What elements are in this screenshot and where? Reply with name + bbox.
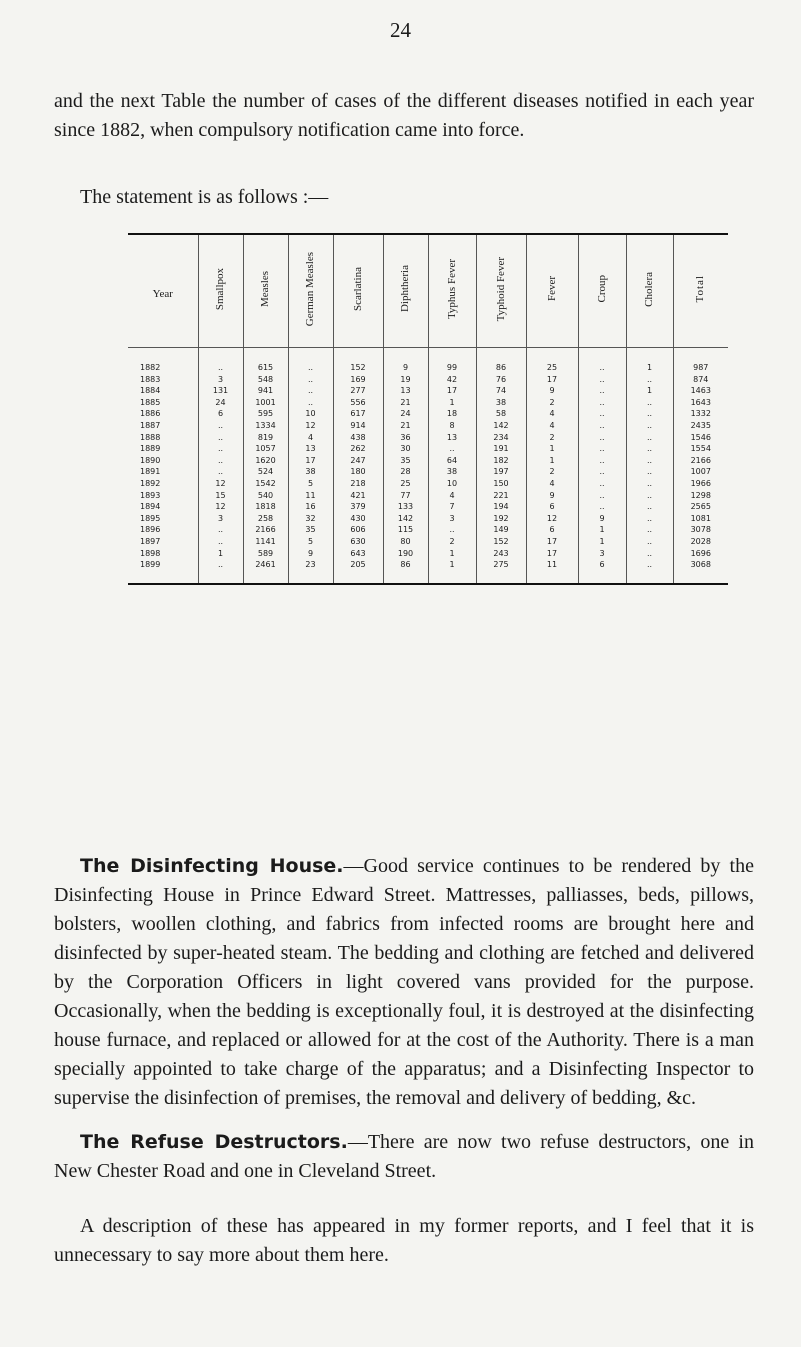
table-cell: 1966	[673, 478, 728, 490]
table-cell: 615	[243, 348, 288, 374]
header-diphtheria: Diphtheria	[383, 235, 428, 348]
table-cell: 2	[526, 466, 578, 478]
table-cell: 617	[333, 408, 383, 420]
table-cell: 17	[428, 385, 476, 397]
table-bottom-rule	[128, 583, 728, 585]
table-cell: 12	[198, 501, 243, 513]
year-cell: 1888	[140, 432, 161, 442]
table-cell: 643	[333, 548, 383, 560]
table-cell: ..	[626, 397, 673, 409]
table-cell: 86	[383, 559, 428, 583]
table-cell: 9	[288, 548, 333, 560]
table-cell: ..	[198, 432, 243, 444]
table-cell: ..	[626, 443, 673, 455]
table-cell: 25	[383, 478, 428, 490]
table-cell: 247	[333, 455, 383, 467]
table-cell: 74	[476, 385, 526, 397]
table-cell: 6	[526, 524, 578, 536]
header-measles: Measles	[243, 235, 288, 348]
refuse-body: —There are now two refuse destructors, one in New Chester Road and one in Cleveland Street.	[54, 1131, 754, 1182]
table-cell: 58	[476, 408, 526, 420]
table-cell: 4	[526, 478, 578, 490]
table-cell: 1332	[673, 408, 728, 420]
table-cell: 32	[288, 513, 333, 525]
table-cell: 12	[198, 478, 243, 490]
table-cell: ..	[578, 466, 626, 478]
table-cell: 25	[526, 348, 578, 374]
table-cell: 42	[428, 374, 476, 386]
table-cell: ..	[288, 385, 333, 397]
table-cell: 6	[526, 501, 578, 513]
table-cell: 2	[526, 397, 578, 409]
table-cell: ..	[626, 548, 673, 560]
table-cell: ..	[626, 536, 673, 548]
table-row	[128, 548, 728, 560]
table-cell: 76	[476, 374, 526, 386]
table-header-row	[128, 235, 728, 348]
table-cell: ..	[578, 420, 626, 432]
table-cell: 1	[428, 397, 476, 409]
table-row	[128, 559, 728, 583]
table-cell: 421	[333, 490, 383, 502]
table-cell: 35	[288, 524, 333, 536]
table-row	[128, 524, 728, 536]
table-cell: 11	[288, 490, 333, 502]
table-cell: 258	[243, 513, 288, 525]
table-cell: 131	[198, 385, 243, 397]
table-cell: ..	[288, 397, 333, 409]
table-cell: ..	[198, 348, 243, 374]
table-cell: 5	[288, 536, 333, 548]
table-cell: 133	[383, 501, 428, 513]
table-cell: ..	[198, 443, 243, 455]
table-row	[128, 420, 728, 432]
table-cell: ..	[428, 524, 476, 536]
year-cell: 1895	[140, 513, 161, 523]
table-cell: ..	[578, 501, 626, 513]
table-row	[128, 536, 728, 548]
table-cell: 2166	[243, 524, 288, 536]
table-cell: 182	[476, 455, 526, 467]
table-cell: ..	[198, 536, 243, 548]
table-cell: 197	[476, 466, 526, 478]
table-cell: 4	[526, 420, 578, 432]
table-cell: 16	[288, 501, 333, 513]
table-cell: 99	[428, 348, 476, 374]
table-row	[128, 397, 728, 409]
table-cell: 9	[578, 513, 626, 525]
header-cholera: Cholera	[626, 235, 673, 348]
table-cell: ..	[198, 466, 243, 478]
header-croup: Croup	[578, 235, 626, 348]
table-cell: 1081	[673, 513, 728, 525]
table-cell: ..	[626, 559, 673, 583]
table-row	[128, 432, 728, 444]
table-cell: 595	[243, 408, 288, 420]
table-cell: ..	[578, 432, 626, 444]
table-cell: 21	[383, 420, 428, 432]
year-cell: 1891	[140, 467, 161, 477]
table-cell: 262	[333, 443, 383, 455]
table-cell: 30	[383, 443, 428, 455]
table-cell: 28	[383, 466, 428, 478]
table-cell: ..	[198, 420, 243, 432]
table-cell: 221	[476, 490, 526, 502]
table-cell: 606	[333, 524, 383, 536]
table-cell: 1057	[243, 443, 288, 455]
table-cell: 234	[476, 432, 526, 444]
table-cell: 3	[578, 548, 626, 560]
table-cell: 5	[288, 478, 333, 490]
table-cell: 275	[476, 559, 526, 583]
table-cell: 13	[428, 432, 476, 444]
table-cell: 589	[243, 548, 288, 560]
year-cell: 1892	[140, 478, 161, 488]
table-cell: 218	[333, 478, 383, 490]
table-cell: 4	[428, 490, 476, 502]
table-cell: 3	[428, 513, 476, 525]
table-cell: 36	[383, 432, 428, 444]
table-row	[128, 385, 728, 397]
table-cell: ..	[626, 524, 673, 536]
table-cell: 1696	[673, 548, 728, 560]
table-cell: 1334	[243, 420, 288, 432]
table-cell: 1	[526, 443, 578, 455]
year-cell: 1894	[140, 502, 161, 512]
table-cell: ..	[578, 374, 626, 386]
table-cell: 17	[288, 455, 333, 467]
table-cell: 13	[288, 443, 333, 455]
table-cell: 169	[333, 374, 383, 386]
table-cell: ..	[626, 420, 673, 432]
table-row	[128, 348, 728, 374]
table-cell: 2166	[673, 455, 728, 467]
intro-paragraph: and the next Table the number of cases of the different diseases notified in each year since 1882, when compulsory notification came into force.	[54, 90, 754, 141]
table-cell: 1	[578, 536, 626, 548]
table-row	[128, 478, 728, 490]
table-cell: 194	[476, 501, 526, 513]
table-cell: ..	[626, 466, 673, 478]
table-cell: 524	[243, 466, 288, 478]
year-cell: 1885	[140, 397, 161, 407]
table-cell: 10	[428, 478, 476, 490]
table-cell: 9	[383, 348, 428, 374]
year-cell: 1889	[140, 444, 161, 454]
header-year: Year	[128, 235, 198, 348]
table-cell: ..	[626, 455, 673, 467]
year-cell: 1887	[140, 420, 161, 430]
table-cell: 7	[428, 501, 476, 513]
table-cell: 1554	[673, 443, 728, 455]
year-cell: 1882	[140, 363, 161, 372]
table-cell: 80	[383, 536, 428, 548]
table-cell: 1542	[243, 478, 288, 490]
table-cell: 1546	[673, 432, 728, 444]
table-cell: 1	[198, 548, 243, 560]
table-cell: 191	[476, 443, 526, 455]
disinfecting-heading: The Disinfecting House.	[80, 855, 344, 877]
table-cell: 86	[476, 348, 526, 374]
table-row	[128, 501, 728, 513]
table-cell: 2	[526, 432, 578, 444]
table-cell: 21	[383, 397, 428, 409]
year-cell: 1886	[140, 409, 161, 419]
table-cell: 4	[526, 408, 578, 420]
table-cell: 1643	[673, 397, 728, 409]
table-cell: 1	[428, 559, 476, 583]
table-cell: 152	[476, 536, 526, 548]
table-cell: ..	[626, 490, 673, 502]
header-total: Total	[673, 235, 728, 348]
table-cell: 142	[476, 420, 526, 432]
table-row	[128, 466, 728, 478]
table-cell: 149	[476, 524, 526, 536]
table-cell: ..	[428, 443, 476, 455]
table-cell: 18	[428, 408, 476, 420]
table-cell: 15	[198, 490, 243, 502]
header-typhus-fever: Typhus Fever	[428, 235, 476, 348]
table-cell: 38	[476, 397, 526, 409]
table-cell: 2461	[243, 559, 288, 583]
header-typhoid-fever: Typhoid Fever	[476, 235, 526, 348]
table-cell: 1	[526, 455, 578, 467]
year-cell: 1898	[140, 548, 161, 558]
page-number: 24	[390, 18, 411, 42]
table-cell: 1620	[243, 455, 288, 467]
table-cell: 64	[428, 455, 476, 467]
table-cell: 1818	[243, 501, 288, 513]
table-cell: ..	[626, 501, 673, 513]
table-cell: 438	[333, 432, 383, 444]
table-cell: 379	[333, 501, 383, 513]
header-smallpox: Smallpox	[198, 235, 243, 348]
table-cell: 2435	[673, 420, 728, 432]
table-cell: 1141	[243, 536, 288, 548]
year-cell: 1899	[140, 560, 161, 570]
table-cell: 874	[673, 374, 728, 386]
table-cell: 1007	[673, 466, 728, 478]
table-cell: ..	[626, 374, 673, 386]
table-cell: 430	[333, 513, 383, 525]
table-cell: 277	[333, 385, 383, 397]
table-cell: 1	[626, 348, 673, 374]
table-cell: 1	[626, 385, 673, 397]
table-row	[128, 374, 728, 386]
table-cell: 19	[383, 374, 428, 386]
table-cell: 205	[333, 559, 383, 583]
table-cell: ..	[578, 385, 626, 397]
table-cell: ..	[578, 478, 626, 490]
table-cell: 17	[526, 536, 578, 548]
table-cell: ..	[626, 513, 673, 525]
table-cell: 24	[383, 408, 428, 420]
table-cell: 2	[428, 536, 476, 548]
table-cell: 24	[198, 397, 243, 409]
header-german-measles: German Measles	[288, 235, 333, 348]
table-cell: 152	[333, 348, 383, 374]
disinfecting-paragraph	[54, 852, 754, 1113]
table-cell: 987	[673, 348, 728, 374]
closing-paragraph	[54, 1212, 754, 1270]
table-cell: 1463	[673, 385, 728, 397]
table-cell: ..	[198, 455, 243, 467]
year-cell: 1884	[140, 386, 161, 396]
table-cell: 2565	[673, 501, 728, 513]
table-cell: 1	[578, 524, 626, 536]
table-cell: 12	[526, 513, 578, 525]
table-cell: 190	[383, 548, 428, 560]
table-cell: 150	[476, 478, 526, 490]
table-cell: 11	[526, 559, 578, 583]
statement-line: The statement is as follows :—	[80, 186, 329, 208]
disease-table	[128, 233, 728, 585]
table-cell: 35	[383, 455, 428, 467]
table-cell: 548	[243, 374, 288, 386]
table-cell: 3068	[673, 559, 728, 583]
table-cell: ..	[198, 559, 243, 583]
table-cell: 2028	[673, 536, 728, 548]
table-cell: 13	[383, 385, 428, 397]
table-row	[128, 490, 728, 502]
table-cell: 819	[243, 432, 288, 444]
year-cell: 1890	[140, 455, 161, 465]
table-cell: 1	[428, 548, 476, 560]
table-body	[128, 348, 728, 583]
table-cell: 180	[333, 466, 383, 478]
table-cell: ..	[626, 478, 673, 490]
header-fever: Fever	[526, 235, 578, 348]
table-cell: 1298	[673, 490, 728, 502]
table-row	[128, 513, 728, 525]
table-cell: 38	[288, 466, 333, 478]
table-cell: ..	[626, 432, 673, 444]
table-cell: ..	[198, 524, 243, 536]
table-cell: ..	[578, 348, 626, 374]
header-scarlatina: Scarlatina	[333, 235, 383, 348]
table-cell: 77	[383, 490, 428, 502]
table-cell: ..	[288, 374, 333, 386]
table-cell: 630	[333, 536, 383, 548]
table-cell: 243	[476, 548, 526, 560]
table-cell: 8	[428, 420, 476, 432]
table-cell: 4	[288, 432, 333, 444]
table-cell: 23	[288, 559, 333, 583]
table-cell: ..	[288, 348, 333, 374]
table-cell: 3078	[673, 524, 728, 536]
table-cell: 9	[526, 385, 578, 397]
table-row	[128, 455, 728, 467]
table-cell: 941	[243, 385, 288, 397]
table-row	[128, 443, 728, 455]
closing-text: A description of these has appeared in my former reports, and I feel that it is unnecessary to say more about them here.	[54, 1215, 754, 1266]
year-cell: 1893	[140, 490, 161, 500]
year-cell: 1883	[140, 374, 161, 384]
refuse-paragraph	[54, 1128, 754, 1186]
table-cell: ..	[578, 408, 626, 420]
table-cell: ..	[578, 397, 626, 409]
table-cell: 142	[383, 513, 428, 525]
table-cell: 556	[333, 397, 383, 409]
year-cell: 1897	[140, 536, 161, 546]
year-cell: 1896	[140, 525, 161, 535]
table-cell: 10	[288, 408, 333, 420]
table-cell: 9	[526, 490, 578, 502]
table-cell: 914	[333, 420, 383, 432]
table-cell: ..	[578, 455, 626, 467]
table-cell: 6	[198, 408, 243, 420]
table-cell: 17	[526, 548, 578, 560]
table-cell: ..	[626, 408, 673, 420]
table-cell: ..	[578, 443, 626, 455]
disinfecting-body: —Good service continues to be rendered by the Disinfecting House in Prince Edward Street. Mattresses, palliasses, beds, pillows, bolsters, woollen clothing, and fabrics from infected rooms are brought here and disinfected by super-heated steam. The bedding and clothing are fetched and delivered by the Corporation Officers in light covered vans provided for the purpose. Occasionally, when the bedding is exceptionally foul, it is destroyed at the disinfecting house furnace, and replaced or allowed for at the cost of the Authority. There is a man specially appointed to take charge of the apparatus; and a Disinfecting Inspector to supervise the disinfection of premises, the removal and delivery of bedding, &c.	[54, 855, 754, 1109]
table-cell: ..	[578, 490, 626, 502]
table-cell: 3	[198, 513, 243, 525]
table-cell: 3	[198, 374, 243, 386]
table-cell: 192	[476, 513, 526, 525]
table-cell: 6	[578, 559, 626, 583]
table-cell: 17	[526, 374, 578, 386]
table-cell: 115	[383, 524, 428, 536]
table-cell: 12	[288, 420, 333, 432]
refuse-heading: The Refuse Destructors.	[80, 1131, 348, 1153]
table-cell: 38	[428, 466, 476, 478]
table-cell: 540	[243, 490, 288, 502]
table-row	[128, 408, 728, 420]
table-cell: 1001	[243, 397, 288, 409]
